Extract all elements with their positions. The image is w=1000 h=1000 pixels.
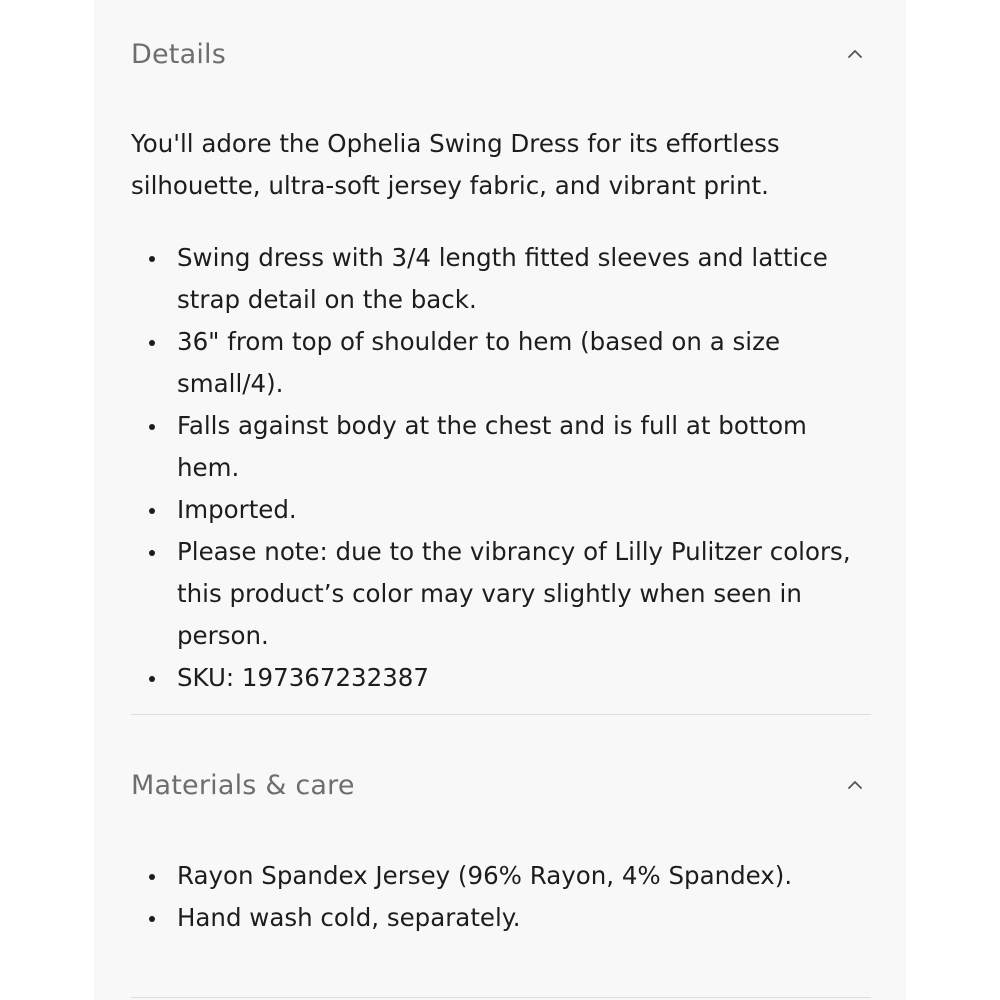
details-accordion-header[interactable] (131, 32, 871, 76)
chevron-up-icon[interactable] (843, 42, 867, 66)
materials-bullet-list (131, 855, 871, 939)
list-item-text: Swing dress with 3/4 length fitted sleeves and lattice strap detail on the back. (177, 243, 828, 314)
bullet-dot-icon (149, 340, 155, 346)
bullet-dot-icon (149, 874, 155, 880)
list-item (131, 321, 871, 405)
details-title: Details (131, 38, 227, 70)
bullet-dot-icon (149, 424, 155, 430)
bullet-dot-icon (149, 256, 155, 262)
list-item-text: Rayon Spandex Jersey (96% Rayon, 4% Spandex). (177, 861, 793, 890)
details-description: You'll adore the Ophelia Swing Dress for its effortless silhouette, ultra-soft jersey fabric, and vibrant print. (131, 129, 780, 200)
list-item-text: Please note: due to the vibrancy of Lilly Pulitzer colors, this product’s color may vary slightly when seen in person. (177, 537, 851, 650)
list-item-text: Falls against body at the chest and is full at bottom hem. (177, 411, 807, 482)
list-item (131, 237, 871, 321)
list-item (131, 489, 871, 531)
list-item (131, 897, 871, 939)
list-item-text: 36" from top of shoulder to hem (based on a size small/4). (177, 327, 781, 398)
bullet-dot-icon (149, 916, 155, 922)
materials-title: Materials & care (131, 769, 355, 801)
bullet-dot-icon (149, 550, 155, 556)
list-item (131, 855, 871, 897)
section-divider (131, 714, 871, 715)
details-bullet-list (131, 237, 871, 699)
list-item-text: Hand wash cold, separately. (177, 903, 521, 932)
page-margin-left (0, 0, 94, 1000)
list-item (131, 657, 871, 699)
list-item (131, 531, 871, 657)
materials-accordion-header[interactable] (131, 763, 871, 807)
section-divider (131, 997, 871, 998)
chevron-up-icon[interactable] (843, 773, 867, 797)
bullet-dot-icon (149, 676, 155, 682)
bullet-dot-icon (149, 508, 155, 514)
page-margin-right (906, 0, 1000, 1000)
list-item-text: SKU: 197367232387 (177, 663, 429, 692)
list-item-text: Imported. (177, 495, 297, 524)
list-item (131, 405, 871, 489)
